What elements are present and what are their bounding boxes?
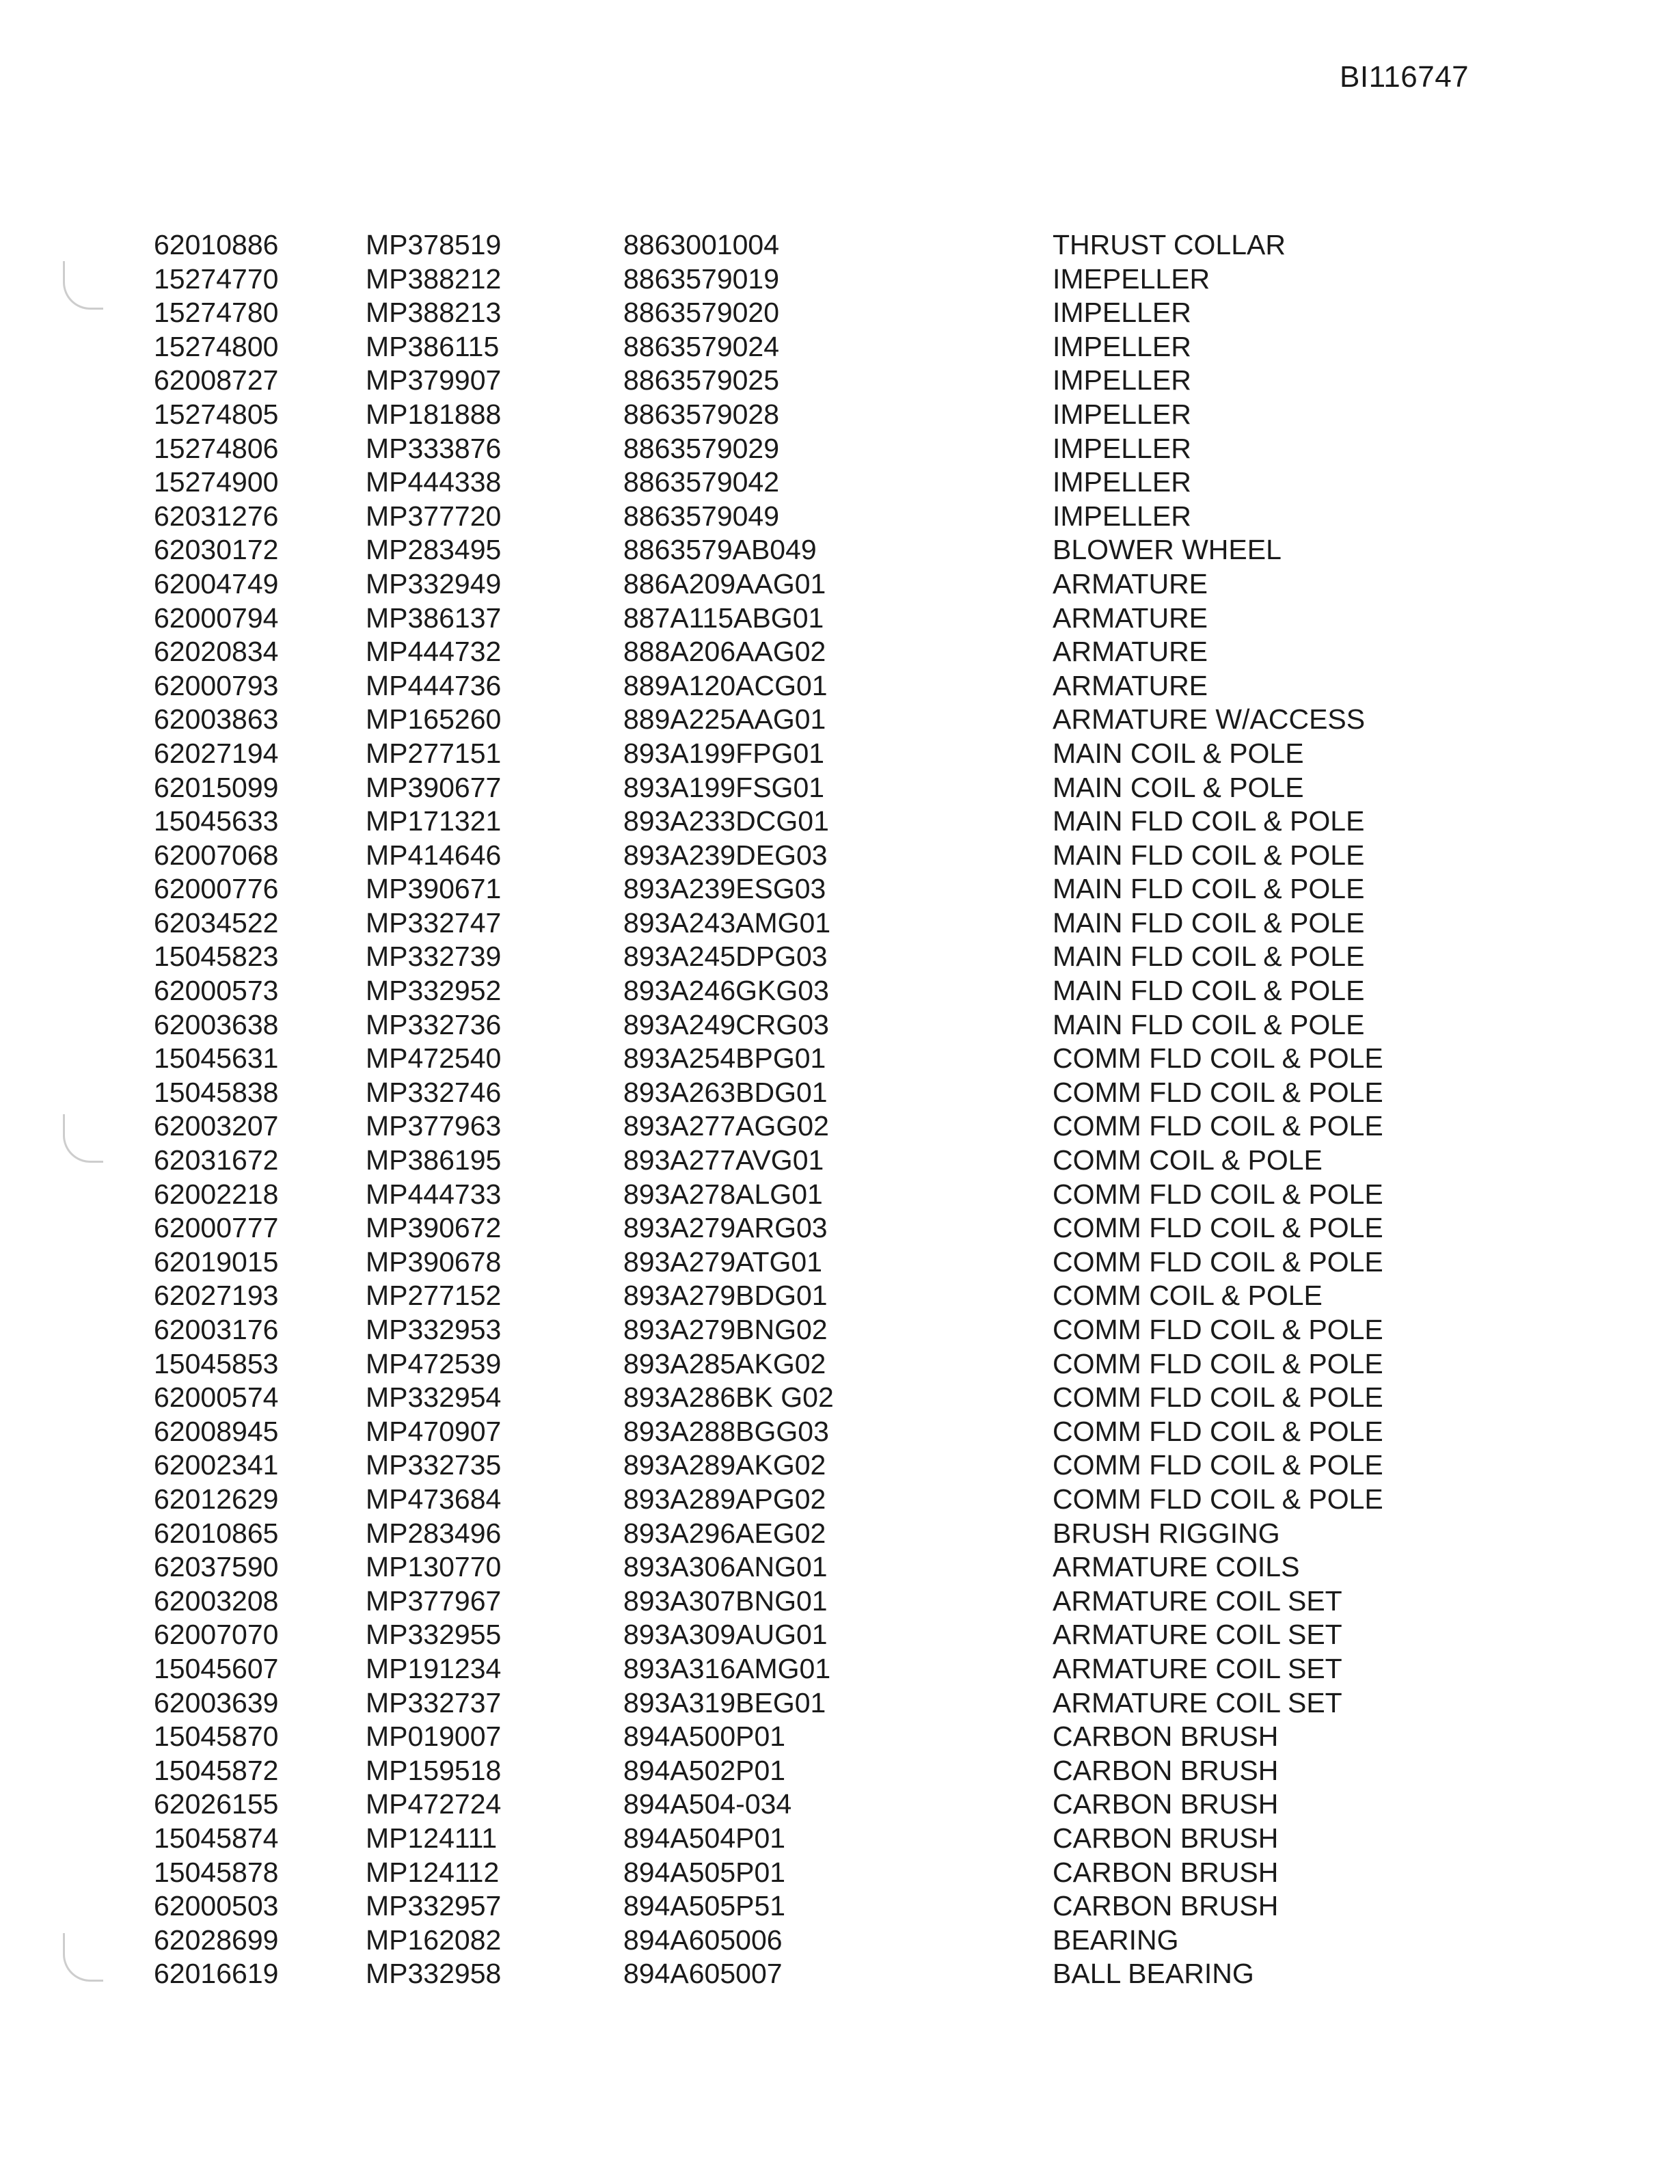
table-row [0,771,1680,805]
description-cell: ARMATURE COIL SET [1053,1686,1342,1718]
description-cell: IMPELLER [1053,500,1191,532]
part-number-cell: 62000793 [154,669,279,701]
catalog-number-cell: 8863579042 [623,466,780,498]
mp-number-cell: MP414646 [366,839,502,871]
table-row [0,1178,1680,1212]
table-row [0,567,1680,602]
catalog-number-cell: 894A502P01 [623,1754,786,1786]
part-number-cell: 62034522 [154,906,279,939]
mp-number-cell: MP472724 [366,1788,502,1820]
description-cell: COMM FLD COIL & POLE [1053,1415,1383,1447]
description-cell: CARBON BRUSH [1053,1754,1279,1786]
description-cell: MAIN FLD COIL & POLE [1053,906,1365,939]
table-row [0,1144,1680,1178]
table-row [0,1313,1680,1347]
part-number-cell: 62003863 [154,703,279,736]
part-number-cell: 62000777 [154,1212,279,1244]
part-number-cell: 62003207 [154,1110,279,1142]
description-cell: BALL BEARING [1053,1958,1254,1990]
catalog-number-cell: 8863579020 [623,297,780,329]
table-row [0,1822,1680,1856]
mp-number-cell: MP283496 [366,1517,502,1549]
catalog-number-cell: 893A309AUG01 [623,1619,828,1651]
description-cell: COMM FLD COIL & POLE [1053,1178,1383,1210]
part-number-cell: 62016619 [154,1958,279,1990]
part-number-cell: 62008945 [154,1415,279,1447]
description-cell: ARMATURE [1053,567,1208,599]
part-number-cell: 15045853 [154,1347,279,1379]
description-cell: IMPELLER [1053,297,1191,329]
mp-number-cell: MP332737 [366,1686,502,1718]
mp-number-cell: MP472539 [366,1347,502,1379]
table-row [0,602,1680,636]
table-row [0,805,1680,839]
catalog-number-cell: 894A505P51 [623,1890,786,1922]
mp-number-cell: MP473684 [366,1483,502,1515]
table-row [0,1279,1680,1313]
part-number-cell: 62031672 [154,1144,279,1176]
table-row [0,1585,1680,1619]
mp-number-cell: MP377967 [366,1585,502,1617]
catalog-number-cell: 893A246GKG03 [623,975,829,1007]
description-cell: MAIN FLD COIL & POLE [1053,839,1365,871]
mp-number-cell: MP377720 [366,500,502,532]
description-cell: THRUST COLLAR [1053,229,1286,260]
table-row [0,262,1680,297]
table-row [0,1856,1680,1890]
table-row [0,1076,1680,1110]
catalog-number-cell: 8863001004 [623,229,780,260]
catalog-number-cell: 8863579AB049 [623,534,817,566]
table-row [0,1720,1680,1754]
table-row [0,1211,1680,1245]
mp-number-cell: MP332949 [366,567,502,599]
description-cell: CARBON BRUSH [1053,1788,1279,1820]
description-cell: MAIN FLD COIL & POLE [1053,805,1365,837]
mp-number-cell: MP181888 [366,398,502,430]
mp-number-cell: MP332952 [366,975,502,1007]
mp-number-cell: MP332955 [366,1619,502,1651]
mp-number-cell: MP379907 [366,364,502,396]
table-row [0,432,1680,466]
description-cell: COMM FLD COIL & POLE [1053,1347,1383,1379]
catalog-number-cell: 893A306ANG01 [623,1551,828,1583]
part-number-cell: 62015099 [154,771,279,803]
table-row [0,228,1680,262]
mp-number-cell: MP472540 [366,1042,502,1075]
mp-number-cell: MP332736 [366,1008,502,1040]
part-number-cell: 15274800 [154,330,279,362]
table-row [0,635,1680,669]
part-number-cell: 62012629 [154,1483,279,1515]
mp-number-cell: MP386137 [366,602,502,634]
catalog-number-cell: 894A605006 [623,1924,783,1956]
part-number-cell: 62004749 [154,567,279,599]
parts-list [0,228,1680,1991]
mp-number-cell: MP388212 [366,262,502,295]
table-row [0,1652,1680,1686]
catalog-number-cell: 893A239DEG03 [623,839,828,871]
mp-number-cell: MP283495 [366,534,502,566]
part-number-cell: 62000573 [154,975,279,1007]
part-number-cell: 62003176 [154,1314,279,1345]
catalog-number-cell: 893A296AEG02 [623,1517,826,1549]
catalog-number-cell: 893A199FSG01 [623,771,825,803]
description-cell: IMPELLER [1053,432,1191,464]
mp-number-cell: MP277151 [366,737,502,769]
part-number-cell: 15045631 [154,1042,279,1075]
mp-number-cell: MP191234 [366,1652,502,1684]
catalog-number-cell: 893A245DPG03 [623,941,828,973]
catalog-number-cell: 894A605007 [623,1958,783,1990]
part-number-cell: 62003208 [154,1585,279,1617]
part-number-cell: 15274806 [154,432,279,464]
part-number-cell: 15274770 [154,262,279,295]
part-number-cell: 62008727 [154,364,279,396]
mp-number-cell: MP444736 [366,669,502,701]
mp-number-cell: MP444733 [366,1178,502,1210]
table-row [0,500,1680,534]
table-row [0,1754,1680,1788]
part-number-cell: 15274780 [154,297,279,329]
table-row [0,872,1680,906]
description-cell: ARMATURE COILS [1053,1551,1300,1583]
catalog-number-cell: 893A286BK G02 [623,1381,834,1414]
catalog-number-cell: 893A277AGG02 [623,1110,829,1142]
catalog-number-cell: 889A225AAG01 [623,703,826,736]
catalog-number-cell: 893A277AVG01 [623,1144,824,1176]
table-row [0,330,1680,364]
table-row [0,839,1680,873]
mp-number-cell: MP332954 [366,1381,502,1414]
catalog-number-cell: 887A115ABG01 [623,602,824,634]
catalog-number-cell: 888A206AAG02 [623,636,826,668]
part-number-cell: 62028699 [154,1924,279,1956]
catalog-number-cell: 889A120ACG01 [623,669,828,701]
mp-number-cell: MP124112 [366,1856,500,1888]
part-number-cell: 62007070 [154,1619,279,1651]
description-cell: MAIN COIL & POLE [1053,771,1304,803]
table-row [0,940,1680,974]
catalog-number-cell: 893A279ARG03 [623,1212,828,1244]
mp-number-cell: MP332739 [366,941,502,973]
mp-number-cell: MP332746 [366,1076,502,1108]
catalog-number-cell: 894A504P01 [623,1822,786,1854]
catalog-number-cell: 893A233DCG01 [623,805,829,837]
table-row [0,703,1680,737]
part-number-cell: 62026155 [154,1788,279,1820]
catalog-number-cell: 886A209AAG01 [623,567,826,599]
description-cell: COMM FLD COIL & POLE [1053,1042,1383,1075]
part-number-cell: 62020834 [154,636,279,668]
description-cell: MAIN FLD COIL & POLE [1053,873,1365,905]
description-cell: ARMATURE COIL SET [1053,1652,1342,1684]
table-row [0,296,1680,330]
mp-number-cell: MP470907 [366,1415,502,1447]
description-cell: IMEPELLER [1053,262,1210,295]
catalog-number-cell: 893A199FPG01 [623,737,825,769]
table-row [0,974,1680,1008]
mp-number-cell: MP162082 [366,1924,502,1956]
catalog-number-cell: 893A279ATG01 [623,1245,823,1278]
table-row [0,466,1680,500]
table-row [0,1245,1680,1280]
table-row [0,1889,1680,1924]
mp-number-cell: MP332957 [366,1890,502,1922]
table-row [0,1957,1680,1991]
catalog-number-cell: 8863579025 [623,364,780,396]
description-cell: COMM COIL & POLE [1053,1280,1323,1312]
table-row [0,1109,1680,1144]
part-number-cell: 62002218 [154,1178,279,1210]
part-number-cell: 15045607 [154,1652,279,1684]
catalog-number-cell: 893A289APG02 [623,1483,826,1515]
mp-number-cell: MP332953 [366,1314,502,1345]
catalog-number-cell: 894A504-034 [623,1788,792,1820]
part-number-cell: 62000503 [154,1890,279,1922]
mp-number-cell: MP386115 [366,330,500,362]
catalog-number-cell: 893A307BNG01 [623,1585,828,1617]
catalog-number-cell: 893A289AKG02 [623,1449,826,1481]
part-number-cell: 15045633 [154,805,279,837]
table-row [0,1618,1680,1652]
mp-number-cell: MP332735 [366,1449,502,1481]
description-cell: COMM FLD COIL & POLE [1053,1449,1383,1481]
description-cell: MAIN FLD COIL & POLE [1053,975,1365,1007]
catalog-number-cell: 894A505P01 [623,1856,786,1888]
part-number-cell: 62000794 [154,602,279,634]
part-number-cell: 15045872 [154,1754,279,1786]
description-cell: MAIN FLD COIL & POLE [1053,1008,1365,1040]
mp-number-cell: MP165260 [366,703,502,736]
catalog-number-cell: 893A288BGG03 [623,1415,829,1447]
part-number-cell: 62003639 [154,1686,279,1718]
mp-number-cell: MP390671 [366,873,502,905]
description-cell: ARMATURE [1053,636,1208,668]
description-cell: IMPELLER [1053,364,1191,396]
part-number-cell: 15274805 [154,398,279,430]
catalog-number-cell: 8863579029 [623,432,780,464]
part-number-cell: 62010865 [154,1517,279,1549]
description-cell: COMM FLD COIL & POLE [1053,1483,1383,1515]
part-number-cell: 62027193 [154,1280,279,1312]
table-row [0,364,1680,398]
mp-number-cell: MP332958 [366,1958,502,1990]
part-number-cell: 15045823 [154,941,279,973]
description-cell: COMM FLD COIL & POLE [1053,1076,1383,1108]
part-number-cell: 62000574 [154,1381,279,1414]
catalog-number-cell: 8863579028 [623,398,780,430]
part-number-cell: 62037590 [154,1551,279,1583]
table-row [0,1008,1680,1042]
table-row [0,1448,1680,1483]
part-number-cell: 15274900 [154,466,279,498]
part-number-cell: 15045878 [154,1856,279,1888]
catalog-number-cell: 893A263BDG01 [623,1076,828,1108]
description-cell: CARBON BRUSH [1053,1721,1279,1753]
catalog-number-cell: 893A243AMG01 [623,906,831,939]
mp-number-cell: MP386195 [366,1144,502,1176]
table-row [0,1483,1680,1517]
table-row [0,1924,1680,1958]
part-number-cell: 62027194 [154,737,279,769]
description-cell: COMM COIL & POLE [1053,1144,1323,1176]
mp-number-cell: MP171321 [366,805,502,837]
table-row [0,1788,1680,1822]
mp-number-cell: MP444732 [366,636,502,668]
description-cell: ARMATURE [1053,602,1208,634]
table-row [0,1550,1680,1585]
table-row [0,1042,1680,1076]
catalog-number-cell: 893A316AMG01 [623,1652,831,1684]
mp-number-cell: MP390678 [366,1245,502,1278]
description-cell: ARMATURE W/ACCESS [1053,703,1366,736]
part-number-cell: 62003638 [154,1008,279,1040]
description-cell: CARBON BRUSH [1053,1822,1279,1854]
part-number-cell: 62002341 [154,1449,279,1481]
mp-number-cell: MP388213 [366,297,502,329]
mp-number-cell: MP378519 [366,229,502,260]
part-number-cell: 62007068 [154,839,279,871]
description-cell: CARBON BRUSH [1053,1856,1279,1888]
part-number-cell: 62030172 [154,534,279,566]
description-cell: ARMATURE [1053,669,1208,701]
description-cell: COMM FLD COIL & POLE [1053,1110,1383,1142]
description-cell: ARMATURE COIL SET [1053,1585,1342,1617]
table-row [0,1381,1680,1415]
mp-number-cell: MP332747 [366,906,502,939]
part-number-cell: 15045838 [154,1076,279,1108]
table-row [0,669,1680,703]
catalog-number-cell: 893A249CRG03 [623,1008,829,1040]
part-number-cell: 62031276 [154,500,279,532]
document-id: BI116747 [1340,60,1469,94]
description-cell: BRUSH RIGGING [1053,1517,1280,1549]
description-cell: ARMATURE COIL SET [1053,1619,1342,1651]
description-cell: MAIN FLD COIL & POLE [1053,941,1365,973]
description-cell: MAIN COIL & POLE [1053,737,1304,769]
mp-number-cell: MP277152 [366,1280,502,1312]
description-cell: BEARING [1053,1924,1179,1956]
catalog-number-cell: 893A279BDG01 [623,1280,828,1312]
catalog-number-cell: 893A239ESG03 [623,873,826,905]
mp-number-cell: MP390677 [366,771,502,803]
mp-number-cell: MP390672 [366,1212,502,1244]
catalog-number-cell: 893A254BPG01 [623,1042,826,1075]
catalog-number-cell: 8863579049 [623,500,780,532]
description-cell: COMM FLD COIL & POLE [1053,1212,1383,1244]
catalog-number-cell: 893A285AKG02 [623,1347,826,1379]
part-number-cell: 62019015 [154,1245,279,1278]
table-row [0,906,1680,941]
part-number-cell: 15045870 [154,1721,279,1753]
part-number-cell: 62010886 [154,229,279,260]
mp-number-cell: MP444338 [366,466,502,498]
catalog-number-cell: 8863579019 [623,262,780,295]
table-row [0,1415,1680,1449]
mp-number-cell: MP130770 [366,1551,502,1583]
description-cell: IMPELLER [1053,398,1191,430]
table-row [0,1517,1680,1551]
description-cell: CARBON BRUSH [1053,1890,1279,1922]
description-cell: BLOWER WHEEL [1053,534,1282,566]
catalog-number-cell: 893A319BEG01 [623,1686,826,1718]
description-cell: IMPELLER [1053,330,1191,362]
table-row [0,1686,1680,1721]
mp-number-cell: MP124111 [366,1822,498,1854]
mp-number-cell: MP159518 [366,1754,502,1786]
catalog-number-cell: 8863579024 [623,330,780,362]
description-cell: COMM FLD COIL & POLE [1053,1381,1383,1414]
catalog-number-cell: 893A279BNG02 [623,1314,828,1345]
part-number-cell: 15045874 [154,1822,279,1854]
catalog-number-cell: 894A500P01 [623,1721,786,1753]
catalog-number-cell: 893A278ALG01 [623,1178,823,1210]
mp-number-cell: MP377963 [366,1110,502,1142]
table-row [0,533,1680,567]
description-cell: IMPELLER [1053,466,1191,498]
description-cell: COMM FLD COIL & POLE [1053,1314,1383,1345]
part-number-cell: 62000776 [154,873,279,905]
table-row [0,398,1680,432]
table-row [0,737,1680,771]
table-row [0,1347,1680,1381]
mp-number-cell: MP333876 [366,432,502,464]
description-cell: COMM FLD COIL & POLE [1053,1245,1383,1278]
mp-number-cell: MP019007 [366,1721,502,1753]
